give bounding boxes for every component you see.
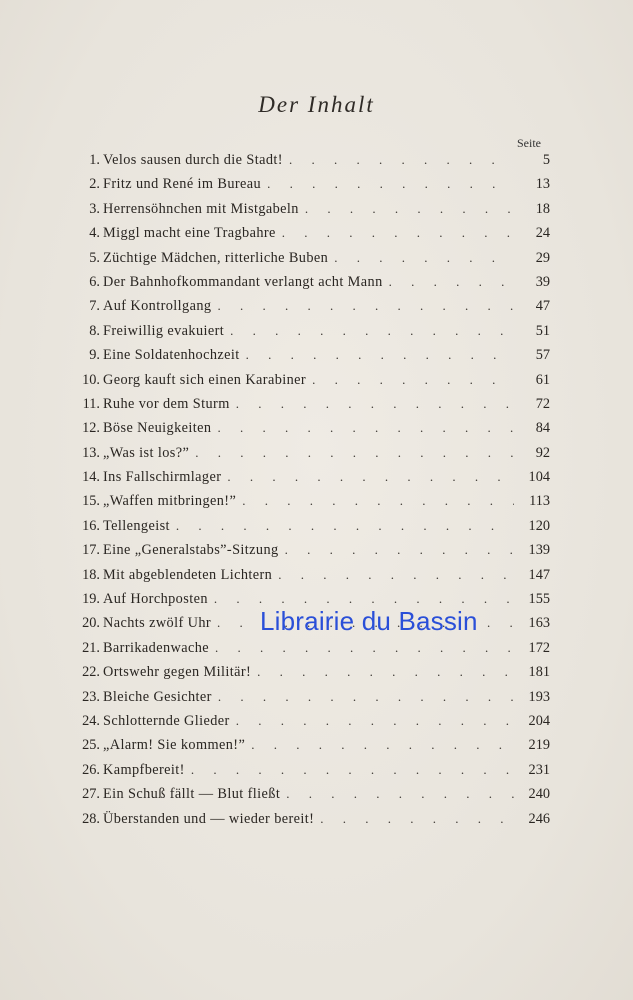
dot-leader bbox=[176, 514, 514, 538]
toc-entry bbox=[78, 636, 550, 660]
entry-number: 7. bbox=[89, 298, 100, 315]
entry-title: Bleiche Gesichter bbox=[103, 688, 212, 705]
entry-number: 1. bbox=[89, 152, 100, 168]
entry-number: 2. bbox=[89, 176, 100, 193]
entry-title: Barrikadenwache bbox=[103, 639, 210, 656]
entry-title: „Alarm! Sie kommen!” bbox=[103, 737, 246, 754]
entry-page: 92 bbox=[535, 444, 550, 461]
entry-title: Eine „Generalstabs”-Sitzung bbox=[103, 542, 279, 559]
entry-title: Nachts zwölf Uhr bbox=[103, 615, 212, 632]
entry-number: 9. bbox=[89, 347, 100, 364]
entry-number: 27. bbox=[82, 786, 100, 803]
toc-entry bbox=[78, 660, 550, 684]
entry-title: Mit abgeblendeten Lichtern bbox=[103, 566, 273, 583]
entry-title: Ins Fallschirmlager bbox=[103, 469, 222, 486]
entry-page: 84 bbox=[535, 420, 550, 437]
entry-title: Miggl macht eine Tragbahre bbox=[103, 225, 276, 242]
entry-page: 113 bbox=[529, 493, 550, 510]
entry-page: 18 bbox=[535, 200, 550, 217]
entry-page: 47 bbox=[535, 298, 550, 315]
entry-title: Georg kauft sich einen Karabiner bbox=[103, 371, 307, 388]
toc-entry bbox=[78, 685, 550, 709]
entry-title: „Was ist los?” bbox=[103, 444, 190, 461]
entry-title: Ein Schuß fällt — Blut fließt bbox=[103, 786, 281, 803]
entry-number: 28. bbox=[82, 810, 100, 827]
toc-entry bbox=[78, 246, 550, 270]
dot-leader bbox=[217, 416, 514, 440]
toc-entry bbox=[78, 270, 550, 294]
dot-leader bbox=[389, 270, 514, 294]
toc-entry bbox=[78, 782, 550, 806]
dot-leader bbox=[312, 368, 514, 392]
toc-entry bbox=[78, 197, 550, 221]
toc-entry bbox=[78, 538, 550, 562]
table-of-contents bbox=[78, 148, 550, 831]
entry-number: 6. bbox=[89, 273, 100, 290]
entry-title: Ortswehr gegen Militär! bbox=[103, 664, 252, 681]
entry-title: Eine Soldatenhochzeit bbox=[103, 347, 240, 364]
entry-page: 61 bbox=[535, 371, 550, 388]
entry-number: 16. bbox=[82, 517, 100, 534]
entry-page: 57 bbox=[535, 347, 550, 364]
entry-page: 5 bbox=[542, 152, 550, 168]
dot-leader bbox=[285, 538, 514, 562]
toc-entry bbox=[78, 319, 550, 343]
dot-leader bbox=[218, 685, 514, 709]
dot-leader bbox=[215, 636, 514, 660]
dot-leader bbox=[289, 148, 514, 172]
entry-number: 23. bbox=[82, 688, 100, 705]
entry-page: 172 bbox=[528, 639, 550, 656]
entry-page: 204 bbox=[528, 712, 550, 729]
entry-page: 231 bbox=[528, 761, 550, 778]
entry-page: 246 bbox=[528, 810, 550, 827]
page-title: Der Inhalt bbox=[258, 92, 375, 117]
entry-number: 10. bbox=[82, 371, 100, 388]
toc-entry bbox=[78, 221, 550, 245]
entry-page: 139 bbox=[528, 542, 550, 559]
dot-leader bbox=[278, 563, 514, 587]
entry-title: Ruhe vor dem Sturm bbox=[103, 395, 230, 412]
toc-entry bbox=[78, 392, 550, 416]
entry-page: 120 bbox=[528, 517, 550, 534]
entry-number: 14. bbox=[82, 469, 100, 486]
dot-leader bbox=[242, 489, 514, 513]
entry-page: 240 bbox=[528, 786, 550, 803]
entry-number: 24. bbox=[82, 712, 100, 729]
entry-title: Auf Horchposten bbox=[103, 591, 208, 608]
toc-entry bbox=[78, 733, 550, 757]
dot-leader bbox=[282, 221, 514, 245]
entry-number: 20. bbox=[82, 615, 100, 632]
entry-page: 51 bbox=[535, 322, 550, 339]
entry-page: 13 bbox=[535, 176, 550, 193]
entry-number: 12. bbox=[82, 420, 100, 437]
toc-entry bbox=[78, 563, 550, 587]
entry-number: 5. bbox=[89, 249, 100, 266]
entry-title: Der Bahnhofkommandant verlangt acht Mann bbox=[103, 273, 383, 290]
entry-number: 22. bbox=[82, 664, 100, 681]
entry-title: Freiwillig evakuiert bbox=[103, 322, 225, 339]
entry-number: 4. bbox=[89, 225, 100, 242]
entry-number: 26. bbox=[82, 761, 100, 778]
entry-page: 39 bbox=[535, 273, 550, 290]
entry-title: „Waffen mitbringen!” bbox=[103, 493, 237, 510]
toc-entry bbox=[78, 172, 550, 196]
entry-number: 19. bbox=[82, 591, 100, 608]
seller-watermark: Librairie du Bassin bbox=[260, 606, 478, 636]
dot-leader bbox=[195, 441, 514, 465]
entry-title: Fritz und René im Bureau bbox=[103, 176, 262, 193]
entry-page: 104 bbox=[528, 469, 550, 486]
toc-entry bbox=[78, 514, 550, 538]
entry-page: 72 bbox=[535, 395, 550, 412]
entry-title: Schlotternde Glieder bbox=[103, 712, 230, 729]
toc-entry bbox=[78, 416, 550, 440]
entry-title: Herrensöhnchen mit Mistgabeln bbox=[103, 200, 299, 217]
dot-leader bbox=[217, 294, 514, 318]
entry-title: Auf Kontrollgang bbox=[103, 298, 212, 315]
entry-number: 18. bbox=[82, 566, 100, 583]
dot-leader bbox=[227, 465, 514, 489]
entry-page: 163 bbox=[528, 615, 550, 632]
entry-number: 21. bbox=[82, 639, 100, 656]
entry-page: 24 bbox=[535, 225, 550, 242]
entry-number: 3. bbox=[89, 200, 100, 217]
toc-entry bbox=[78, 465, 550, 489]
entry-number: 25. bbox=[82, 737, 100, 754]
dot-leader bbox=[236, 392, 514, 416]
entry-title: Böse Neuigkeiten bbox=[103, 420, 212, 437]
dot-leader bbox=[236, 709, 514, 733]
toc-entry bbox=[78, 343, 550, 367]
entry-page: 181 bbox=[528, 664, 550, 681]
toc-entry bbox=[78, 709, 550, 733]
entry-title: Überstanden und — wieder bereit! bbox=[103, 810, 315, 827]
entry-title: Züchtige Mädchen, ritterliche Buben bbox=[103, 249, 329, 266]
toc-entry bbox=[78, 294, 550, 318]
toc-entry bbox=[78, 368, 550, 392]
dot-leader bbox=[230, 319, 514, 343]
dot-leader bbox=[286, 782, 514, 806]
entry-page: 155 bbox=[528, 591, 550, 608]
dot-leader bbox=[305, 197, 514, 221]
dot-leader bbox=[246, 343, 514, 367]
toc-entry bbox=[78, 148, 550, 172]
dot-leader bbox=[191, 758, 514, 782]
entry-page: 219 bbox=[528, 737, 550, 754]
dot-leader bbox=[267, 172, 514, 196]
dot-leader bbox=[257, 660, 514, 684]
toc-entry bbox=[78, 758, 550, 782]
entry-page: 193 bbox=[528, 688, 550, 705]
dot-leader bbox=[251, 733, 514, 757]
toc-entry bbox=[78, 441, 550, 465]
entry-number: 11. bbox=[82, 395, 100, 412]
entry-page: 29 bbox=[535, 249, 550, 266]
entry-title: Kampfbereit! bbox=[103, 761, 185, 778]
dot-leader bbox=[320, 807, 514, 831]
entry-page: 147 bbox=[528, 566, 550, 583]
toc-entry bbox=[78, 807, 550, 831]
dot-leader bbox=[334, 246, 514, 270]
entry-number: 17. bbox=[82, 542, 100, 559]
entry-number: 13. bbox=[82, 444, 100, 461]
entry-number: 15. bbox=[82, 493, 100, 510]
page-column-header: Seite bbox=[517, 136, 541, 150]
toc-entry bbox=[78, 489, 550, 513]
entry-title: Velos sausen durch die Stadt! bbox=[103, 152, 283, 168]
entry-number: 8. bbox=[89, 322, 100, 339]
entry-title: Tellengeist bbox=[103, 517, 170, 534]
